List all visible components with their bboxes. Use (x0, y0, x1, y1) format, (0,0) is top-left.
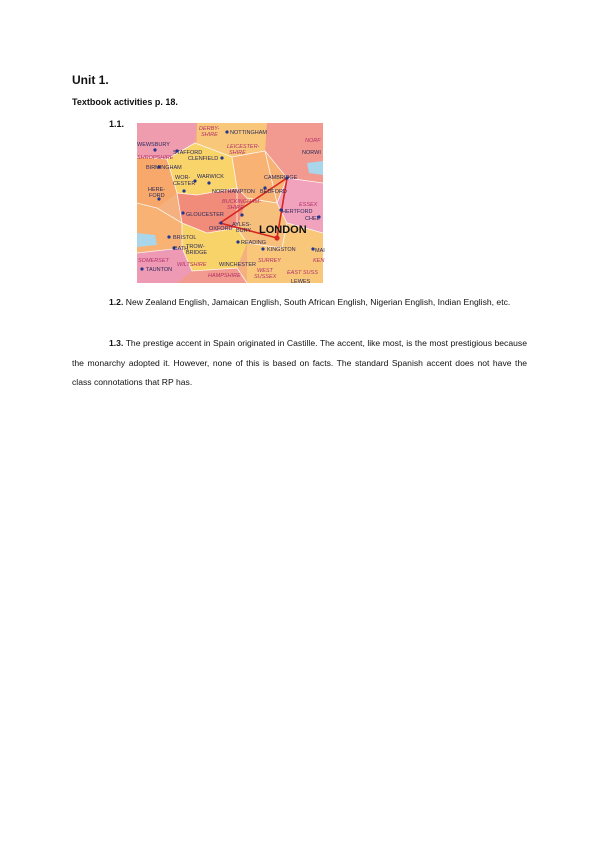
svg-text:OXFORD: OXFORD (209, 226, 233, 232)
svg-text:NORWI: NORWI (302, 150, 321, 156)
svg-text:WINCHESTER: WINCHESTER (219, 262, 256, 268)
svg-text:CAMBRIDGE: CAMBRIDGE (264, 175, 298, 181)
exercise-1-1-label: 1.1. (109, 119, 125, 129)
svg-text:BUCKINGHAM-: BUCKINGHAM- (222, 199, 262, 205)
svg-text:HERTFORD: HERTFORD (282, 209, 313, 215)
unit-title: Unit 1. (72, 73, 109, 87)
svg-text:CESTER: CESTER (173, 181, 196, 187)
svg-text:STAFFORD: STAFFORD (173, 150, 203, 156)
exercise-1-2-text: New Zealand English, Jamaican English, South African English, Nigerian English, Indian English, etc. (125, 297, 511, 307)
svg-text:BRIDGE: BRIDGE (186, 250, 208, 256)
svg-text:SURREY: SURREY (258, 258, 281, 264)
svg-text:FORD: FORD (149, 193, 165, 199)
svg-text:SUSSEX: SUSSEX (254, 274, 277, 280)
svg-text:WARWICK: WARWICK (197, 174, 224, 180)
svg-text:BATH: BATH (174, 246, 189, 252)
section-title: Textbook activities p. 18. (72, 97, 178, 107)
svg-text:SHIRE: SHIRE (229, 150, 246, 156)
svg-text:HAMPSHIRE: HAMPSHIRE (208, 273, 241, 279)
svg-text:GLOUCESTER: GLOUCESTER (186, 212, 224, 218)
svg-text:SOMERSET: SOMERSET (138, 258, 169, 264)
map-label-nottingham: NOTTINGHAM (230, 130, 267, 136)
svg-text:NORF: NORF (305, 138, 321, 144)
svg-text:HERE-: HERE- (148, 187, 166, 193)
map-label-london: LONDON (259, 224, 307, 236)
svg-text:BRISTOL: BRISTOL (173, 235, 197, 241)
map-image (137, 123, 323, 283)
svg-text:WILTSHIRE: WILTSHIRE (177, 262, 207, 268)
svg-text:KEN: KEN (313, 258, 325, 264)
svg-text:ESSEX: ESSEX (299, 202, 318, 208)
svg-text:BIRMINGHAM: BIRMINGHAM (146, 165, 182, 171)
exercise-1-3 (72, 334, 527, 393)
svg-text:NORTHAMPTON: NORTHAMPTON (212, 189, 255, 195)
svg-text:EAST SUSS: EAST SUSS (287, 270, 318, 276)
exercise-1-3-text: The prestige accent in Spain originated in Castille. The accent, like most, is the most prestigious because the monarchy adopted it. However, none of this is based on facts. The standard Spanish accent does not have the class connotations that RP has. (72, 338, 527, 387)
svg-text:KINGSTON: KINGSTON (267, 247, 296, 253)
svg-text:WOR-: WOR- (175, 175, 191, 181)
svg-text:SHIRE: SHIRE (227, 205, 244, 211)
svg-text:TROW-: TROW- (186, 244, 205, 250)
svg-text:CLENFIELD: CLENFIELD (188, 156, 219, 162)
svg-text:AYLES-: AYLES- (232, 222, 252, 228)
exercise-1-2 (72, 293, 527, 313)
svg-text:MAI: MAI (315, 248, 325, 254)
svg-text:BURY: BURY (236, 228, 252, 234)
svg-text:LEWES: LEWES (291, 279, 311, 285)
svg-text:SHIRE: SHIRE (201, 132, 218, 138)
svg-text:BEDFORD: BEDFORD (260, 189, 287, 195)
svg-text:WEST: WEST (257, 268, 273, 274)
svg-text:DERBY-: DERBY- (199, 126, 220, 132)
svg-text:CHEL: CHEL (305, 216, 320, 222)
svg-text:SHROPSHIRE: SHROPSHIRE (137, 155, 174, 161)
svg-text:WEWSBURY: WEWSBURY (137, 142, 170, 148)
svg-text:TAUNTON: TAUNTON (146, 267, 173, 273)
exercise-1-2-label: 1.2. (109, 297, 124, 307)
svg-text:READING: READING (241, 240, 267, 246)
svg-text:LEICESTER-: LEICESTER- (227, 144, 260, 150)
exercise-1-3-label: 1.3. (109, 338, 124, 348)
